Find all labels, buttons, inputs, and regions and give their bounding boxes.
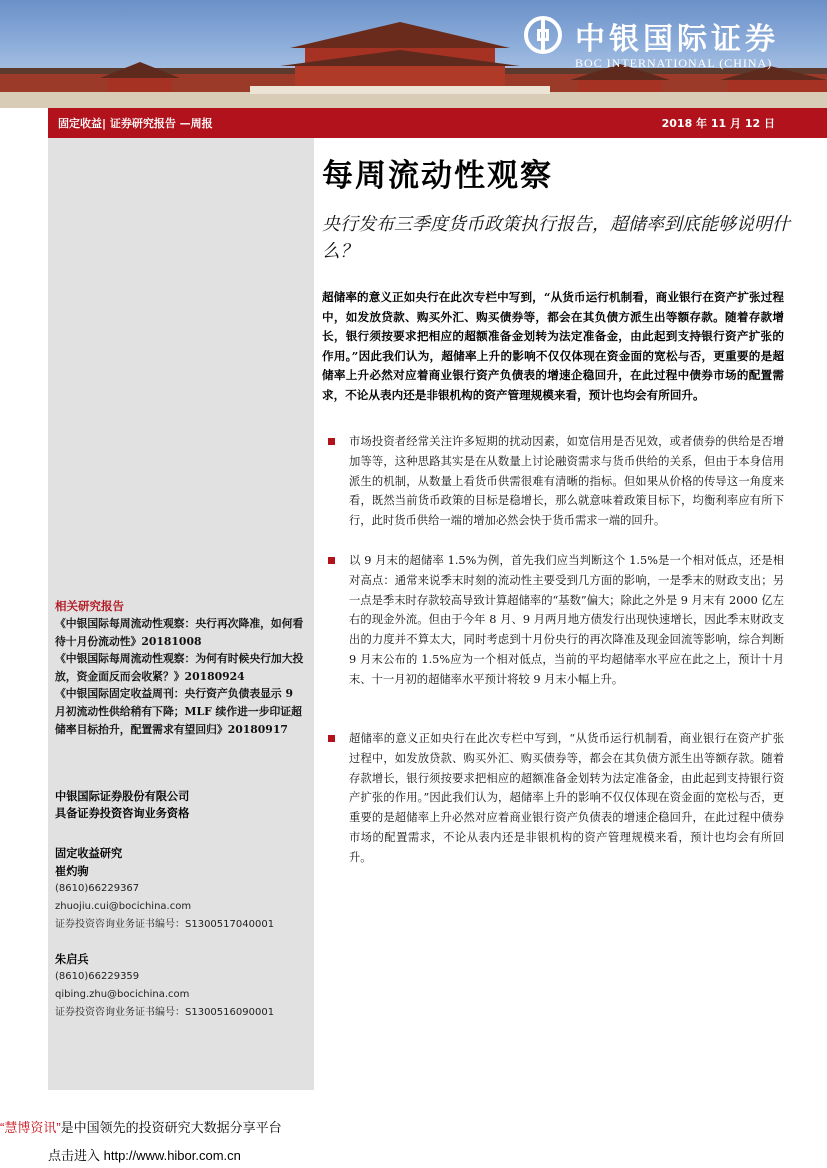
- company-qualification: 具备证券投资咨询业务资格: [55, 806, 190, 820]
- company-name: 中银国际证券股份有限公司: [55, 789, 190, 803]
- bullet-text: 市场投资者经常关注许多短期的扰动因素，如宽信用是否见效，或者债券的供给是否增加等等，这种思路其实是在从数量上讨论融资需求与货币供给的关系，但由于本身信用派生的机制，从数量上看货币供需很难有清晰的指标。但如果从价格的传导这一角度来看，既然当前货币政策的目标是稳增长，那么就意味着政策目标下，均衡利率应有所下行，此时货币供给一端的增加必然会快于货币需求一端的回升。: [349, 435, 784, 528]
- related-report-item[interactable]: 《中银国际每周流动性观察：央行再次降准，如何看待十月份流动性》20181008: [55, 617, 304, 648]
- header-banner: [0, 0, 827, 108]
- analyst-phone: (8610)66229367: [55, 883, 140, 894]
- analyst-name: 崔灼驹: [55, 864, 89, 878]
- footer-brand[interactable]: “慧博资讯”: [0, 1120, 61, 1135]
- related-reports-list: [55, 615, 305, 738]
- company-info: [55, 788, 305, 822]
- bullet-text: 超储率的意义正如央行在此次专栏中写到，“从货币运行机制看，商业银行在资产扩张过程中，如发放贷款、购买外汇、购买债券等，都会在其负债方派生出等额存款。随着存款增长，银行须按要求把相应的超额准备金划转为法定准备金，由此起到支持银行资产扩张的作用。”因此我们认为，超储率上升的影响不仅仅体现在资金面的宽松与否，更重要的是超储率上升必然对应着商业银行资产负债表的增速企稳回升，在此过程中债券市场的配置需求，不论从表内还是非银机构的资产管理规模来看，预计也均会有所回升。: [349, 732, 784, 864]
- research-team: 固定收益研究: [55, 846, 123, 860]
- footer-tagline: [0, 1117, 282, 1136]
- bullet-point: [328, 432, 784, 531]
- report-category: 固定收益| 证券研究报告 —周报: [58, 117, 213, 130]
- report-title: 每周流动性观察: [322, 158, 553, 194]
- analyst-phone: (8610)66229359: [55, 971, 140, 982]
- report-date: 2018 年 11 月 12 日: [661, 117, 775, 130]
- sidebar-panel: [48, 138, 314, 1090]
- related-report-item[interactable]: 《中银国际每周流动性观察：为何有时候央行加大投放，资金面反而会收紧？》20180924: [55, 652, 304, 683]
- brand-name-cn: 中银国际证券: [575, 22, 779, 57]
- bullet-point: [328, 551, 784, 690]
- analyst-card: [55, 862, 305, 934]
- analyst-license: 证券投资咨询业务证书编号：S1300517040001: [55, 919, 275, 930]
- footer-tagline-text: 是中国领先的投资研究大数据分享平台: [60, 1120, 282, 1135]
- brand-name-en: BOC INTERNATIONAL (CHINA): [575, 56, 773, 70]
- bullet-square-icon: [328, 557, 335, 564]
- report-summary: 超储率的意义正如央行在此次专栏中写到，“从货币运行机制看，商业银行在资产扩张过程中，如发放贷款、购买外汇、购买债券等，都会在其负债方派生出等额存款。随着存款增长，银行须按要求把相应的超额准备金划转为法定准备金，由此起到支持银行资产扩张的作用。”因此我们认为，超储率上升的影响不仅仅体现在资金面的宽松与否，更重要的是超储率上升必然对应着商业银行资产负债表的增速企稳回升，在此过程中债券市场的配置需求，不论从表内还是非银机构的资产管理规模来看，预计也均会有所回升。: [322, 290, 784, 402]
- bullet-square-icon: [328, 735, 335, 742]
- footer-link[interactable]: 点击进入 http://www.hibor.com.cn: [48, 1148, 241, 1163]
- bullet-square-icon: [328, 438, 335, 445]
- analyst-license: 证券投资咨询业务证书编号：S1300516090001: [55, 1007, 275, 1018]
- bullet-text: 以 9 月末的超储率 1.5%为例，首先我们应当判断这个 1.5%是一个相对低点，还是相对高点：通常来说季末时刻的流动性主要受到几方面的影响，一是季末的财政支出；另一点是季末时存款较高导致计算超储率的“基数”偏大；除此之外是 9 月末有 2000 亿左右的现金外流。但由于今年 8 月、9 月两月地方债发行出现快速增长，因此季末财政支出的力度并不算太大，同时考虑到十月份央行的再次降准及现金回流等影响，综合判断 9 月末公布的 1.5%应为一个相对低点，当前的平均超储率水平应在此之上，预计十月末、十一月初的超储率水平预计将较 9 月末小幅上升。: [349, 554, 784, 686]
- analyst-name: 朱启兵: [55, 952, 89, 966]
- analyst-email[interactable]: qibing.zhu@bocichina.com: [55, 989, 190, 1000]
- related-report-item[interactable]: 《中银国际固定收益周刊：央行资产负债表显示 9 月初流动性供给稍有下降；MLF 续作进一步印证超储率目标抬升，配置需求有望回归》20180917: [55, 687, 302, 736]
- report-category-bar: [48, 108, 827, 138]
- bullet-point: [328, 729, 784, 868]
- related-reports-heading: 相关研究报告: [55, 599, 124, 613]
- analyst-email[interactable]: zhuojiu.cui@bocichina.com: [55, 901, 192, 912]
- boc-logo-icon: [524, 16, 562, 54]
- analyst-card: [55, 950, 305, 1022]
- report-subtitle: 央行发布三季度货币政策执行报告，超储率到底能够说明什么？: [322, 214, 790, 262]
